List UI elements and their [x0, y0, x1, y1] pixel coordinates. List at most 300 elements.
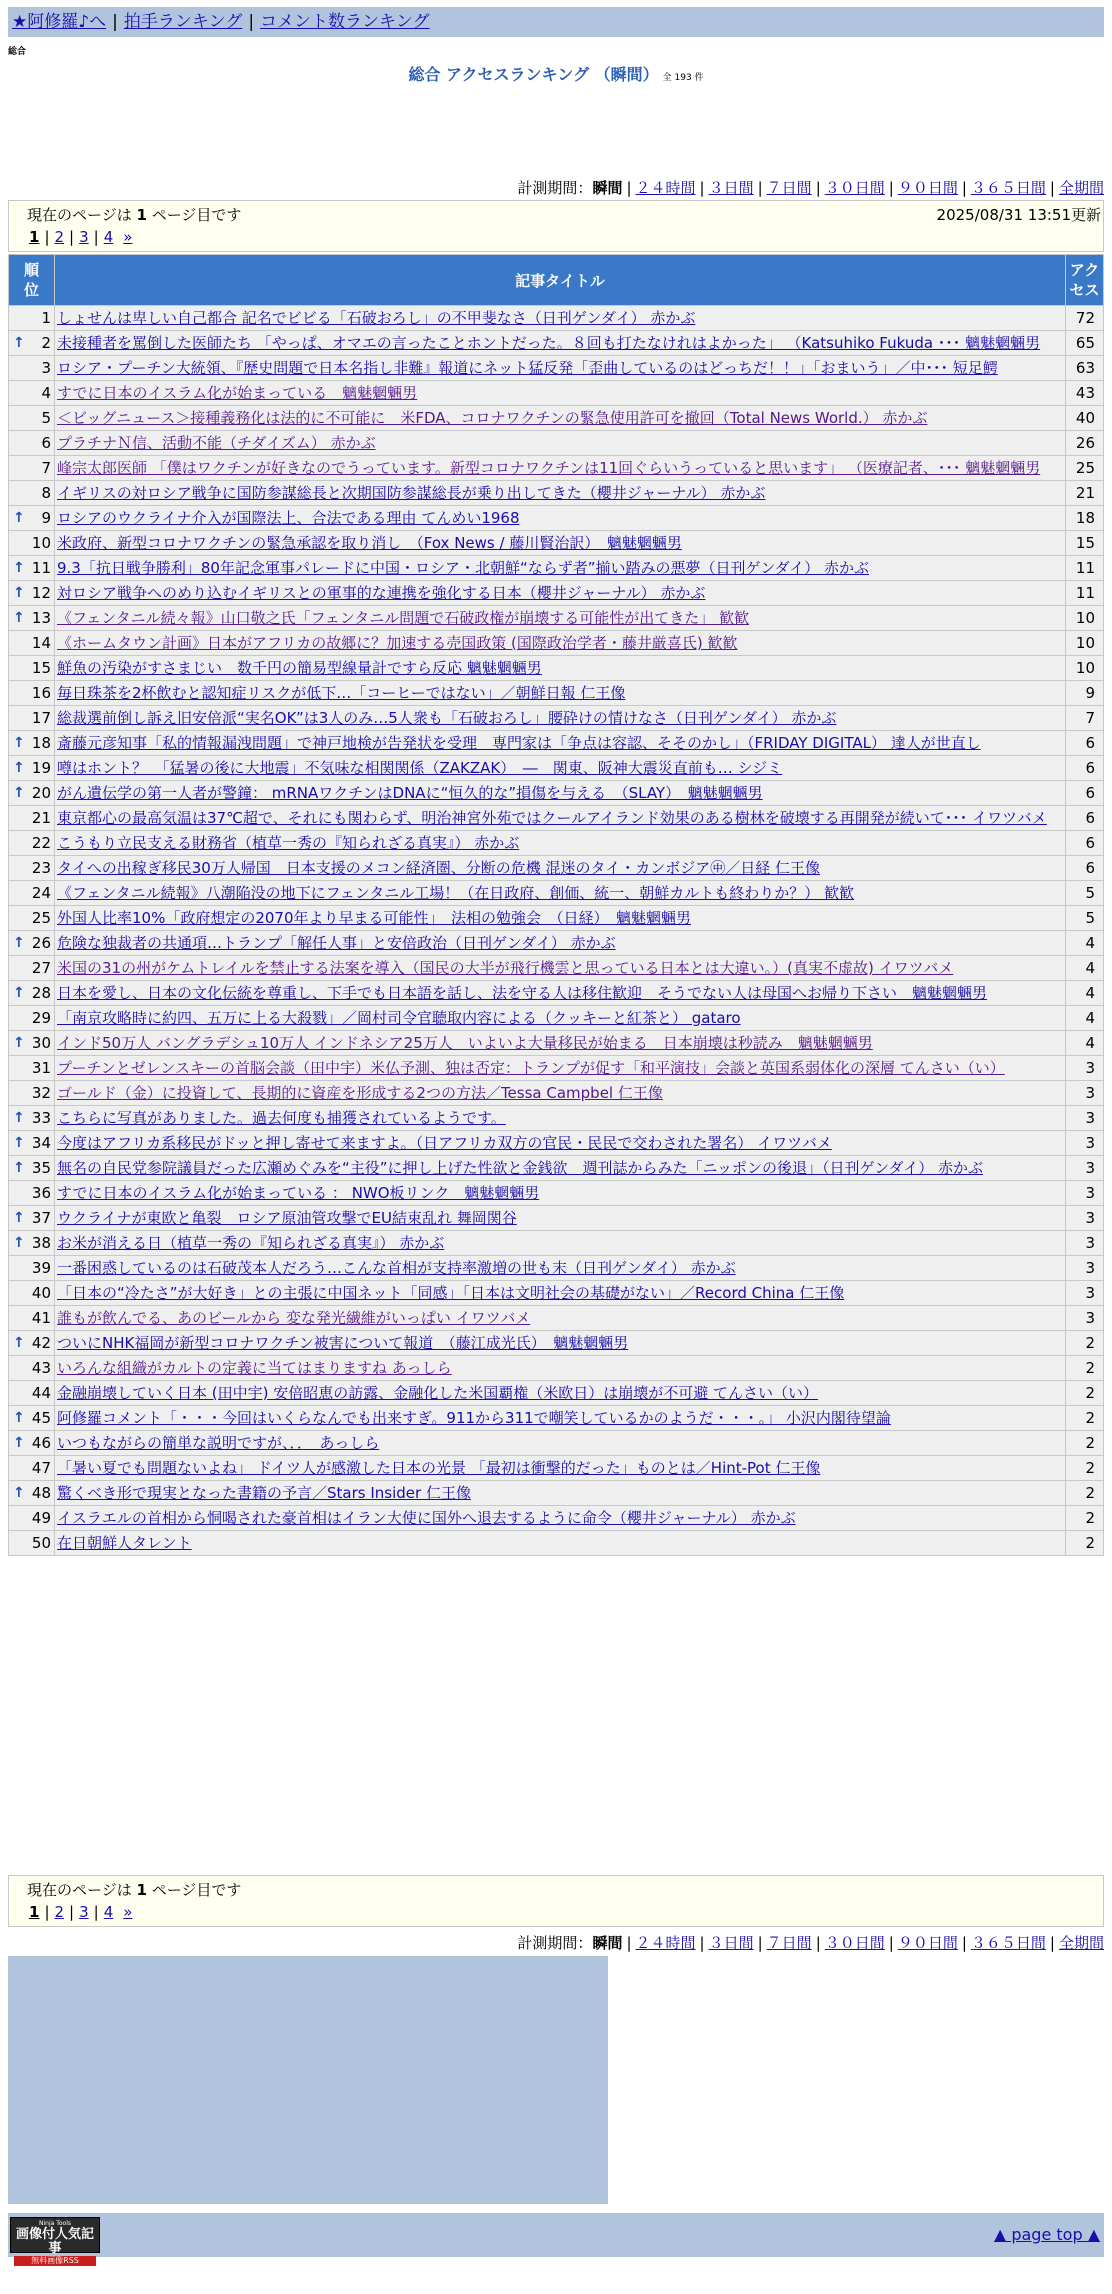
- title-cell: [55, 781, 1066, 806]
- period-selector-top: [517, 177, 1104, 198]
- next-page-link[interactable]: »: [123, 1903, 133, 1921]
- table-row: [9, 831, 1104, 856]
- page-link-3[interactable]: 3: [79, 1903, 89, 1921]
- access-count: 15: [1066, 531, 1104, 556]
- period-option-6[interactable]: 全期間: [1058, 1934, 1104, 1952]
- period-label: 計測期間：: [517, 1934, 593, 1952]
- rank-cell: [9, 756, 55, 781]
- article-link[interactable]: すでに日本のイスラム化が始まっている 魑魅魍魎男: [57, 384, 418, 402]
- article-link[interactable]: いろんな組織がカルトの定義に当てはまりますね あっしら: [57, 1359, 452, 1377]
- rank-up-arrow-icon: ↑: [13, 1435, 25, 1451]
- access-count: 10: [1066, 606, 1104, 631]
- article-link[interactable]: がん遺伝学の第一人者が警鐘： mRNAワクチンはDNAに“恒久的な”損傷を与える （SLAY） 魑魅魍魎男: [57, 784, 763, 802]
- rank-number: 33: [31, 1109, 51, 1127]
- rank-cell: [9, 1531, 55, 1556]
- article-link[interactable]: いつもながらの簡単な説明ですが、．． あっしら: [57, 1434, 380, 1452]
- rank-number: 26: [31, 934, 51, 952]
- rank-up-arrow-icon: ↑: [13, 1135, 25, 1151]
- table-row: [9, 1281, 1104, 1306]
- rank-number: 37: [31, 1209, 51, 1227]
- article-link[interactable]: ついにNHK福岡が新型コロナワクチン被害について報道 （藤江成光氏） 魑魅魍魎男: [57, 1334, 629, 1352]
- item-count: 全 193 件: [662, 73, 704, 83]
- rank-cell: [9, 606, 55, 631]
- period-option-5[interactable]: ３６５日間: [970, 179, 1046, 197]
- title-cell: [55, 1256, 1066, 1281]
- rank-number: 35: [31, 1159, 51, 1177]
- access-count: 3: [1066, 1206, 1104, 1231]
- period-option-4[interactable]: ９０日間: [897, 179, 958, 197]
- access-count: 3: [1066, 1056, 1104, 1081]
- rank-cell: [9, 781, 55, 806]
- rank-cell: [9, 856, 55, 881]
- rank-up-arrow-icon: ↑: [13, 1235, 25, 1251]
- period-option-6[interactable]: 全期間: [1058, 179, 1104, 197]
- access-count: 40: [1066, 406, 1104, 431]
- article-link[interactable]: ロシアのウクライナ介入が国際法上、合法である理由 てんめい1968: [57, 509, 520, 527]
- title-cell: [55, 1081, 1066, 1106]
- rank-up-arrow-icon: ↑: [13, 1210, 25, 1226]
- rank-number: 49: [31, 1509, 51, 1527]
- rank-number: 34: [31, 1134, 51, 1152]
- period-separator: |: [626, 1934, 632, 1952]
- rank-number: 46: [31, 1434, 51, 1452]
- title-cell: [55, 831, 1066, 856]
- rank-number: 17: [31, 709, 51, 727]
- rank-cell: [9, 481, 55, 506]
- title-cell: [55, 481, 1066, 506]
- access-count: 6: [1066, 806, 1104, 831]
- ninja-tools-logo[interactable]: Ninja Tools 画像付人気記事 無料画像RSS: [10, 2217, 100, 2253]
- article-link[interactable]: こちらに写真がありました。過去何度も捕獲されているようです。: [57, 1109, 506, 1127]
- article-link[interactable]: 噂はホント？ 「猛暑の後に大地震」不気味な相関関係（ZAKZAK） ― 関東、阪神大震災直前も… シジミ: [57, 759, 783, 777]
- period-option-3[interactable]: ３０日間: [824, 179, 885, 197]
- rank-up-arrow-icon: ↑: [13, 785, 25, 801]
- rank-up-arrow-icon: ↑: [13, 760, 25, 776]
- article-link[interactable]: インド50万人 バングラデシュ10万人 インドネシア25万人 いよいよ大量移民が始まる 日本崩壊は秒読み 魑魅魍魎男: [57, 1034, 873, 1052]
- rank-cell: [9, 1406, 55, 1431]
- article-link[interactable]: プーチンとゼレンスキーの首脳会談（田中宇）米仏予測、独は否定：トランプが促す「和平演技」会談と英国系弱体化の深層 てんさい（い）: [57, 1059, 1005, 1077]
- title-cell: [55, 756, 1066, 781]
- nav-link-asyura[interactable]: ★阿修羅♪へ: [12, 12, 107, 32]
- article-link[interactable]: ウクライナが東欧と亀裂 ロシア原油管攻撃でEU結束乱れ 舞岡関谷: [57, 1209, 517, 1227]
- table-row: [9, 956, 1104, 981]
- rank-number: 1: [41, 309, 51, 327]
- rank-up-arrow-icon: ↑: [13, 560, 25, 576]
- rank-cell: [9, 581, 55, 606]
- article-link[interactable]: 外国人比率10%「政府想定の2070年より早まる可能性」 法相の勉強会 （日経） 魑魅魍魎男: [57, 909, 692, 927]
- period-option-1[interactable]: ３日間: [708, 179, 754, 197]
- article-link[interactable]: 「日本の“冷たさ”が大好き」との主張に中国ネット「同感」「日本は文明社会の基礎がない」／Record China 仁王像: [57, 1284, 845, 1302]
- access-count: 2: [1066, 1456, 1104, 1481]
- access-count: 3: [1066, 1256, 1104, 1281]
- rank-number: 8: [41, 484, 51, 502]
- ranking-table: [8, 254, 1104, 1556]
- article-link[interactable]: 東京都心の最高気温は37℃超で、それにも関わらず、明治神宮外苑ではクールアイランド効果のある樹林を破壊する再開発が続いて･･･ イワツバメ: [57, 809, 1047, 827]
- period-separator: |: [961, 1934, 967, 1952]
- page-separator: |: [93, 228, 99, 246]
- rank-cell: [9, 1281, 55, 1306]
- table-row: [9, 356, 1104, 381]
- access-count: 65: [1066, 331, 1104, 356]
- article-link[interactable]: 未接種者を罵倒した医師たち 「やっぱ、オマエの言ったことホントだった。８回も打たなけれはよかった」 （Katsuhiko Fukuda ･･･ 魑魅魍魎男: [57, 334, 1041, 352]
- rank-number: 45: [31, 1409, 51, 1427]
- article-link[interactable]: 日本を愛し、日本の文化伝統を尊重し、下手でも日本語を話し、法を守る人は移住歓迎 そうでない人は母国へお帰り下さい 魑魅魍魎男: [57, 984, 988, 1002]
- page-separator: |: [93, 1903, 99, 1921]
- access-count: 2: [1066, 1356, 1104, 1381]
- article-link[interactable]: 《フェンタニル続々報》山口敬之氏「フェンタニル問題で石破政権が崩壊する可能性が出てきた」 歓歓: [57, 609, 750, 627]
- table-row: [9, 756, 1104, 781]
- title-cell: [55, 531, 1066, 556]
- period-option-2[interactable]: ７日間: [766, 179, 812, 197]
- title-cell: [55, 356, 1066, 381]
- title-cell: [55, 406, 1066, 431]
- period-label: 計測期間：: [517, 179, 593, 197]
- rank-cell: [9, 431, 55, 456]
- rank-cell: [9, 1231, 55, 1256]
- table-row: [9, 631, 1104, 656]
- rank-number: 44: [31, 1384, 51, 1402]
- access-count: 21: [1066, 481, 1104, 506]
- title-cell: [55, 681, 1066, 706]
- top-navigation: [8, 7, 1104, 37]
- access-count: 2: [1066, 1381, 1104, 1406]
- title-cell: [55, 1156, 1066, 1181]
- title-cell: [55, 1006, 1066, 1031]
- rank-cell: [9, 1106, 55, 1131]
- title-cell: [55, 1406, 1066, 1431]
- title-cell: [55, 1431, 1066, 1456]
- article-link[interactable]: 危険な独裁者の共通項…トランプ「解任人事」と安倍政治（日刊ゲンダイ） 赤かぶ: [57, 934, 616, 952]
- period-separator: |: [699, 179, 705, 197]
- rank-cell: [9, 956, 55, 981]
- title-cell: [55, 981, 1066, 1006]
- access-count: 3: [1066, 1281, 1104, 1306]
- table-row: [9, 706, 1104, 731]
- access-count: 3: [1066, 1231, 1104, 1256]
- table-row: [9, 1306, 1104, 1331]
- access-count: 63: [1066, 356, 1104, 381]
- period-separator: |: [888, 1934, 894, 1952]
- rank-cell: [9, 681, 55, 706]
- rank-cell: [9, 306, 55, 331]
- article-link[interactable]: 阿修羅コメント「・・・今回はいくらなんでも出来すぎ。911から311で嘲笑しているかのようだ・・・。」 小沢内閣待望論: [57, 1409, 891, 1427]
- article-link[interactable]: 今度はアフリカ系移民がドッと押し寄せて来ますよ。（日アフリカ双方の官民・民民で交わされた署名） イワツバメ: [57, 1134, 832, 1152]
- page-link-4[interactable]: 4: [103, 1903, 114, 1921]
- rank-number: 15: [31, 659, 51, 677]
- rank-number: 40: [31, 1284, 51, 1302]
- table-row: [9, 656, 1104, 681]
- rank-cell: [9, 906, 55, 931]
- table-row: [9, 531, 1104, 556]
- article-link[interactable]: ゴールド（金）に投資して、長期的に資産を形成する2つの方法／Tessa Campbel 仁王像: [57, 1084, 663, 1102]
- rank-cell: [9, 931, 55, 956]
- article-link[interactable]: イスラエルの首相から恫喝された豪首相はイラン大使に国外へ退去するように命令（櫻井ジャーナル） 赤かぶ: [57, 1509, 796, 1527]
- period-separator: |: [815, 179, 821, 197]
- title-cell: [55, 1106, 1066, 1131]
- nav-separator: |: [112, 12, 118, 32]
- table-row: [9, 1156, 1104, 1181]
- table-row: [9, 1206, 1104, 1231]
- period-option-4[interactable]: ９０日間: [897, 1934, 958, 1952]
- access-count: 43: [1066, 381, 1104, 406]
- rank-up-arrow-icon: ↑: [13, 585, 25, 601]
- rank-number: 5: [41, 409, 51, 427]
- table-row: [9, 581, 1104, 606]
- page-link-3[interactable]: 3: [79, 228, 89, 246]
- article-link[interactable]: 毎日珠茶を2杯飲むと認知症リスクが低下…「コーヒーではない」／朝鮮日報 仁王像: [57, 684, 626, 702]
- page-link-2[interactable]: 2: [54, 1903, 65, 1921]
- access-count: 3: [1066, 1131, 1104, 1156]
- page-separator: |: [44, 1903, 50, 1921]
- page-links: [29, 1903, 132, 1921]
- table-row: [9, 1431, 1104, 1456]
- rank-cell: [9, 656, 55, 681]
- title-cell: [55, 606, 1066, 631]
- rank-cell: [9, 806, 55, 831]
- table-row: [9, 506, 1104, 531]
- access-count: 6: [1066, 731, 1104, 756]
- title-cell: [55, 856, 1066, 881]
- article-link[interactable]: 9.3「抗日戦争勝利」80年記念軍事パレードに中国・ロシア・北朝鮮“ならず者”揃い踏みの悪夢（日刊ゲンダイ） 赤かぶ: [57, 559, 870, 577]
- access-count: 18: [1066, 506, 1104, 531]
- nav-link-comment-ranking[interactable]: コメント数ランキング: [260, 12, 430, 32]
- article-link[interactable]: 対ロシア戦争へのめり込むイギリスとの軍事的な連携を強化する日本（櫻井ジャーナル） 赤かぶ: [57, 584, 706, 602]
- article-link[interactable]: しょせんは卑しい自己都合 記名でビビる「石破おろし」の不甲斐なさ（日刊ゲンダイ） 赤かぶ: [57, 309, 696, 327]
- article-link[interactable]: ＜ビッグニュース＞接種義務化は法的に不可能に 米FDA、コロナワクチンの緊急使用許可を撤回（Total News World.） 赤かぶ: [57, 409, 928, 427]
- period-separator: |: [1049, 179, 1055, 197]
- title-cell: [55, 706, 1066, 731]
- period-option-0[interactable]: ２４時間: [635, 179, 696, 197]
- article-link[interactable]: 在日朝鮮人タレント: [57, 1534, 192, 1552]
- article-link[interactable]: 総裁選前倒し訴え旧安倍派“実名OK”は3人のみ…5人衆も「石破おろし」腰砕けの情けなさ（日刊ゲンダイ） 赤かぶ: [57, 709, 837, 727]
- access-count: 72: [1066, 306, 1104, 331]
- rank-number: 47: [31, 1459, 51, 1477]
- access-count: 4: [1066, 981, 1104, 1006]
- rank-cell: [9, 731, 55, 756]
- title-cell: [55, 1531, 1066, 1556]
- table-row: [9, 1531, 1104, 1556]
- rank-number: 14: [31, 634, 51, 652]
- rank-number: 32: [31, 1084, 51, 1102]
- title-cell: [55, 1231, 1066, 1256]
- table-row: [9, 931, 1104, 956]
- table-row: [9, 1356, 1104, 1381]
- article-link[interactable]: 一番困惑しているのは石破茂本人だろう…こんな首相が支持率激増の世も末（日刊ゲンダイ） 赤かぶ: [57, 1259, 736, 1277]
- access-count: 2: [1066, 1331, 1104, 1356]
- rank-up-arrow-icon: ↑: [13, 1485, 25, 1501]
- rank-number: 19: [31, 759, 51, 777]
- table-row: [9, 556, 1104, 581]
- rank-number: 24: [31, 884, 51, 902]
- rank-cell: [9, 1381, 55, 1406]
- rank-cell: [9, 1306, 55, 1331]
- table-row: [9, 331, 1104, 356]
- footer: [8, 2213, 1104, 2265]
- pager-bottom: [8, 1875, 1104, 1927]
- table-row: [9, 431, 1104, 456]
- article-link[interactable]: 峰宗太郎医師 「僕はワクチンが好きなのでうっています。新型コロナワクチンは11回ぐらいうっていると思います」 （医療記者、･･･ 魑魅魍魎男: [57, 459, 1041, 477]
- article-link[interactable]: プラチナＮ信、活動不能（チダイズム） 赤かぶ: [57, 434, 376, 452]
- rank-number: 25: [31, 909, 51, 927]
- title-cell: [55, 631, 1066, 656]
- access-count: 4: [1066, 1031, 1104, 1056]
- table-header-row: [9, 255, 1104, 306]
- article-link[interactable]: タイへの出稼ぎ移民30万人帰国 日本支援のメコン経済圏、分断の危機 混迷のタイ・カンボジア㊥／日経 仁王像: [57, 859, 821, 877]
- article-link[interactable]: 米国の31の州がケムトレイルを禁止する法案を導入（国民の大半が飛行機雲と思っている日本とは大違い。）(真実不虚故) イワツバメ: [57, 959, 954, 977]
- rank-number: 20: [31, 784, 51, 802]
- title-cell: [55, 906, 1066, 931]
- period-separator: |: [757, 179, 763, 197]
- next-page-link[interactable]: »: [123, 228, 133, 246]
- title-cell: [55, 306, 1066, 331]
- article-link[interactable]: こうもり立民支える財務省（植草一秀の『知られざる真実』） 赤かぶ: [57, 834, 520, 852]
- nav-link-applause-ranking[interactable]: 拍手ランキング: [123, 12, 243, 32]
- page-link-4[interactable]: 4: [103, 228, 114, 246]
- title-cell: [55, 1131, 1066, 1156]
- rank-number: 2: [41, 334, 51, 352]
- table-row: [9, 1006, 1104, 1031]
- title-cell: [55, 1456, 1066, 1481]
- title-cell: [55, 1181, 1066, 1206]
- period-option-1[interactable]: ３日間: [708, 1934, 754, 1952]
- title-cell: [55, 506, 1066, 531]
- period-separator: |: [815, 1934, 821, 1952]
- access-count: 2: [1066, 1406, 1104, 1431]
- rank-up-arrow-icon: ↑: [13, 1410, 25, 1426]
- access-count: 10: [1066, 631, 1104, 656]
- access-count: 2: [1066, 1506, 1104, 1531]
- rank-number: 36: [31, 1184, 51, 1202]
- rank-up-arrow-icon: ↑: [13, 735, 25, 751]
- article-link[interactable]: イギリスの対ロシア戦争に国防参謀総長と次期国防参謀総長が乗り出してきた（櫻井ジャーナル） 赤かぶ: [57, 484, 766, 502]
- rank-number: 4: [41, 384, 51, 402]
- table-row: [9, 681, 1104, 706]
- title-cell: [55, 956, 1066, 981]
- article-link[interactable]: 斎藤元彦知事「私的情報漏洩問題」で神戸地検が告発状を受理 専門家は「争点は容認、そそのかし」（FRIDAY DIGITAL） 達人が世直し: [57, 734, 981, 752]
- title-cell: [55, 1281, 1066, 1306]
- rank-cell: [9, 1031, 55, 1056]
- period-option-3[interactable]: ３０日間: [824, 1934, 885, 1952]
- access-count: 10: [1066, 656, 1104, 681]
- rank-cell: [9, 831, 55, 856]
- rank-up-arrow-icon: ↑: [13, 335, 25, 351]
- rank-number: 11: [31, 559, 51, 577]
- rank-cell: [9, 631, 55, 656]
- rank-cell: [9, 1131, 55, 1156]
- rank-number: 50: [31, 1534, 51, 1552]
- rank-number: 31: [31, 1059, 51, 1077]
- title-cell: [55, 381, 1066, 406]
- article-link[interactable]: ロシア・プーチン大統領、『歴史問題で日本名指し非難』報道にネット猛反発「歪曲しているのはどっちだ！！」「おまいう」／中･･･ 短足鰐: [57, 359, 998, 377]
- rank-number: 27: [31, 959, 51, 977]
- article-link[interactable]: 米政府、新型コロナワクチンの緊急承認を取り消し （Fox News / 藤川賢治訳） 魑魅魍魎男: [57, 534, 682, 552]
- access-count: 3: [1066, 1081, 1104, 1106]
- table-row: [9, 481, 1104, 506]
- access-count: 4: [1066, 1006, 1104, 1031]
- access-count: 2: [1066, 1431, 1104, 1456]
- col-header-title: 記事タイトル: [55, 255, 1066, 306]
- rank-up-arrow-icon: ↑: [13, 610, 25, 626]
- article-link[interactable]: 金融崩壊していく日本 (田中宇) 安倍昭恵の訪露、金融化した米国覇権（米欧日）は崩壊が不可避 てんさい（い）: [57, 1384, 819, 1402]
- article-link[interactable]: 鮮魚の汚染がすさまじい 数千円の簡易型線量計ですら反応 魑魅魍魎男: [57, 659, 542, 677]
- rank-number: 28: [31, 984, 51, 1002]
- title-cell: [55, 1206, 1066, 1231]
- table-row: [9, 1506, 1104, 1531]
- rank-cell: [9, 331, 55, 356]
- page-links: [29, 228, 132, 246]
- article-link[interactable]: 無名の自民党参院議員だった広瀬めぐみを“主役”に押し上げた性欲と金銭欲 週刊誌からみた「ニッポンの後退」（日刊ゲンダイ） 赤かぶ: [57, 1159, 984, 1177]
- table-row: [9, 881, 1104, 906]
- table-row: [9, 1406, 1104, 1431]
- table-row: [9, 806, 1104, 831]
- article-link[interactable]: すでに日本のイスラム化が始まっている ： NWO板リンク 魑魅魍魎男: [57, 1184, 540, 1202]
- access-count: 2: [1066, 1531, 1104, 1556]
- rank-cell: [9, 556, 55, 581]
- page-top-link[interactable]: ▲ page top ▲: [993, 2225, 1100, 2244]
- rank-cell: [9, 531, 55, 556]
- title-cell: [55, 731, 1066, 756]
- title-cell: [55, 556, 1066, 581]
- title-cell: [55, 806, 1066, 831]
- access-count: 6: [1066, 831, 1104, 856]
- rank-cell: [9, 1206, 55, 1231]
- rank-cell: [9, 381, 55, 406]
- table-row: [9, 1031, 1104, 1056]
- table-row: [9, 781, 1104, 806]
- table-row: [9, 456, 1104, 481]
- rank-cell: [9, 1481, 55, 1506]
- rank-number: 10: [31, 534, 51, 552]
- access-count: 5: [1066, 906, 1104, 931]
- period-option-2[interactable]: ７日間: [766, 1934, 812, 1952]
- table-row: [9, 306, 1104, 331]
- article-link[interactable]: 誰もが飲んでる、あのビールから 変な発光繊維がいっぱい イワツバメ: [57, 1309, 531, 1327]
- page-link-2[interactable]: 2: [54, 228, 65, 246]
- title-cell: [55, 431, 1066, 456]
- table-row: [9, 731, 1104, 756]
- rank-number: 21: [31, 809, 51, 827]
- title-cell: [55, 656, 1066, 681]
- article-link[interactable]: 《ホームタウン計画》日本がアフリカの故郷に？加速する売国政策 (国際政治学者・藤井厳喜氏) 歓歓: [57, 634, 738, 652]
- access-count: 25: [1066, 456, 1104, 481]
- access-count: 9: [1066, 681, 1104, 706]
- period-option-0[interactable]: ２４時間: [635, 1934, 696, 1952]
- article-link[interactable]: お米が消える日（植草一秀の『知られざる真実』） 赤かぶ: [57, 1234, 445, 1252]
- article-link[interactable]: 「暑い夏でも問題ないよね」 ドイツ人が感激した日本の光景 「最初は衝撃的だった」ものとは／Hint-Pot 仁王像: [57, 1459, 821, 1477]
- rank-cell: [9, 1356, 55, 1381]
- period-option-5[interactable]: ３６５日間: [970, 1934, 1046, 1952]
- rank-cell: [9, 1056, 55, 1081]
- article-link[interactable]: 驚くべき形で現実となった書籍の予言／Stars Insider 仁王像: [57, 1484, 471, 1502]
- period-current: 瞬間: [592, 179, 623, 197]
- rank-cell: [9, 506, 55, 531]
- rank-number: 12: [31, 584, 51, 602]
- rank-cell: [9, 1256, 55, 1281]
- rank-cell: [9, 1081, 55, 1106]
- nav-separator: |: [248, 12, 255, 32]
- rank-cell: [9, 1156, 55, 1181]
- access-count: 3: [1066, 1306, 1104, 1331]
- access-count: 2: [1066, 1481, 1104, 1506]
- period-selector-bottom: [517, 1932, 1104, 1953]
- rank-number: 48: [31, 1484, 51, 1502]
- access-count: 7: [1066, 706, 1104, 731]
- table-row: [9, 856, 1104, 881]
- table-row: [9, 1331, 1104, 1356]
- access-count: 5: [1066, 881, 1104, 906]
- article-link[interactable]: 《フェンタニル続報》八潮陥没の地下にフェンタニル工場！（在日政府、創価、統一、朝鮮カルトも終わりか？） 歓歓: [57, 884, 855, 902]
- article-link[interactable]: 「南京攻略時に約四、五万に上る大殺戮」／岡村司令官聴取内容による（クッキーと紅茶と） gataro: [57, 1009, 741, 1027]
